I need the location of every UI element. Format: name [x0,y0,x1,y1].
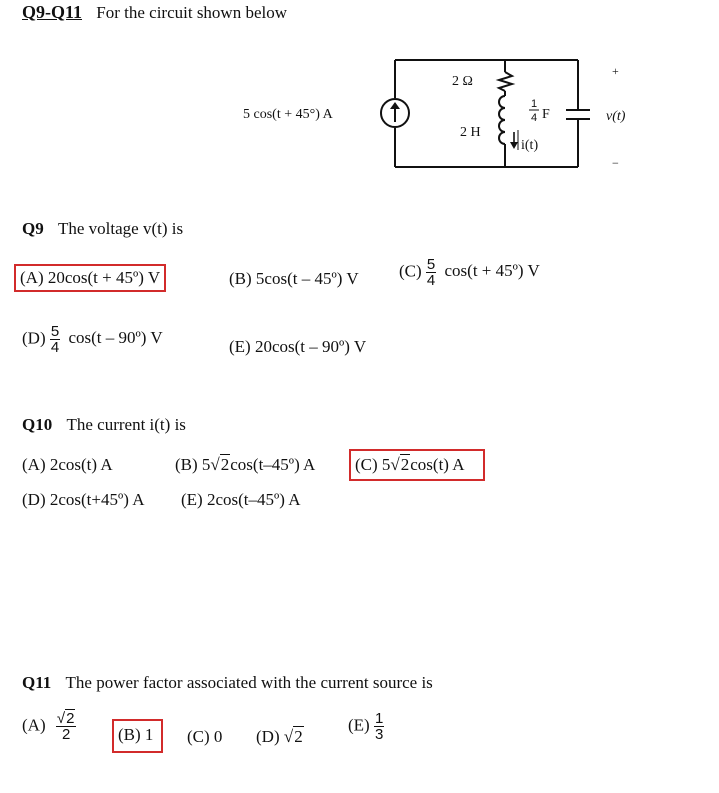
inductor-label: 2 H [460,125,481,140]
q9-option-b-text: (B) 5cos(t – 45º) V [229,269,359,288]
q9-option-c-suffix: cos(t + 45º) V [444,261,540,281]
q11-option-d-prefix: (D) [256,727,280,746]
q11-option-b[interactable] [112,719,163,753]
q11-option-a-rad: 2 [66,710,75,727]
q9-option-d[interactable] [22,324,163,355]
q11-option-b-text: (B) 1 [118,725,154,744]
q9-option-c-den: 4 [426,272,436,289]
q10-option-c-sqrt: √2 [390,455,410,474]
q10-option-c-prefix: (C) 5 [355,455,391,474]
q10-option-e-text: (E) 2cos(t–45º) A [181,490,301,509]
q9-option-e[interactable] [229,337,366,357]
q10-option-c-suffix: cos(t) A [410,455,465,474]
q9-option-c-num: 5 [426,256,436,273]
current-label: i(t) [521,138,539,153]
q11-option-e-num: 1 [374,710,384,727]
q11-option-a-den: 2 [56,726,77,742]
q11-text: The power factor associated with the current source is [65,673,433,692]
q9-option-a[interactable] [14,264,166,292]
q10-option-d-text: (D) 2cos(t+45º) A [22,490,145,509]
q10-option-b[interactable] [175,455,315,475]
q10-option-b-suffix: cos(t–45º) A [230,455,316,474]
q11-option-c[interactable] [187,727,222,747]
header-label: Q9-Q11 [22,2,83,22]
q9-option-d-num: 5 [50,323,60,340]
q11-option-a-fraction [56,711,77,742]
header-text: For the circuit shown below [96,3,288,22]
q9-option-d-suffix: cos(t – 90º) V [68,328,163,348]
q9-option-d-prefix: (D) [22,328,46,348]
q11-option-e-prefix: (E) [348,715,370,735]
q11-option-d-sqrt: √2 [283,727,303,746]
inductor [499,96,505,144]
q9-option-c-fraction [426,257,436,288]
source-label: 5 cos(t + 45°) A [243,107,333,122]
q9-option-e-text: (E) 20cos(t – 90º) V [229,337,367,356]
q10-option-c-rad: 2 [400,455,410,474]
q10-label: Q10 [22,415,53,434]
q9-option-b[interactable] [229,269,359,289]
q11-option-e-fraction [374,711,384,742]
resistor-label: 2 Ω [452,74,473,89]
q9-option-d-den: 4 [50,339,60,356]
q10-option-b-sqrt: √2 [210,455,230,474]
q9-option-c-prefix: (C) [399,261,422,281]
q10-option-b-prefix: (B) 5 [175,455,211,474]
q11-option-e-den: 3 [374,726,384,743]
resistor [499,72,512,91]
circuit-diagram [0,0,719,200]
q11-option-d-rad: 2 [294,727,303,746]
q10-option-e[interactable] [181,490,301,510]
voltage-plus: + [612,64,619,78]
q11-question [22,673,433,693]
voltage-minus: − [612,156,619,170]
q10-text: The current i(t) is [66,415,186,434]
q10-question [22,415,186,435]
q10-option-c[interactable] [349,449,485,481]
capacitor-unit: F [542,107,550,122]
q10-option-d[interactable] [22,490,145,510]
q11-option-e[interactable] [348,711,384,742]
q11-label: Q11 [22,673,52,692]
q10-option-a-text: (A) 2cos(t) A [22,455,113,474]
q9-option-c[interactable] [399,257,540,288]
q9-question [22,219,183,239]
q9-label: Q9 [22,219,44,238]
q10-option-a[interactable] [22,455,113,475]
capacitor-num: 1 [531,98,538,110]
capacitor-den: 4 [531,112,538,124]
q9-option-d-fraction [50,324,60,355]
q11-option-a-num: √2 [56,710,75,727]
voltage-label: v(t) [606,109,626,124]
current-arrow-head [510,142,518,149]
q11-option-c-text: (C) 0 [187,727,223,746]
q11-option-d[interactable] [256,727,304,747]
q9-text: The voltage v(t) is [57,219,184,238]
source-arrow-head [390,102,400,109]
q10-option-b-rad: 2 [220,455,230,474]
q11-option-a-prefix: (A) [22,715,46,735]
q11-option-a[interactable] [22,711,76,742]
q9-option-a-text: (A) 20cos(t + 45º) V [20,268,161,287]
